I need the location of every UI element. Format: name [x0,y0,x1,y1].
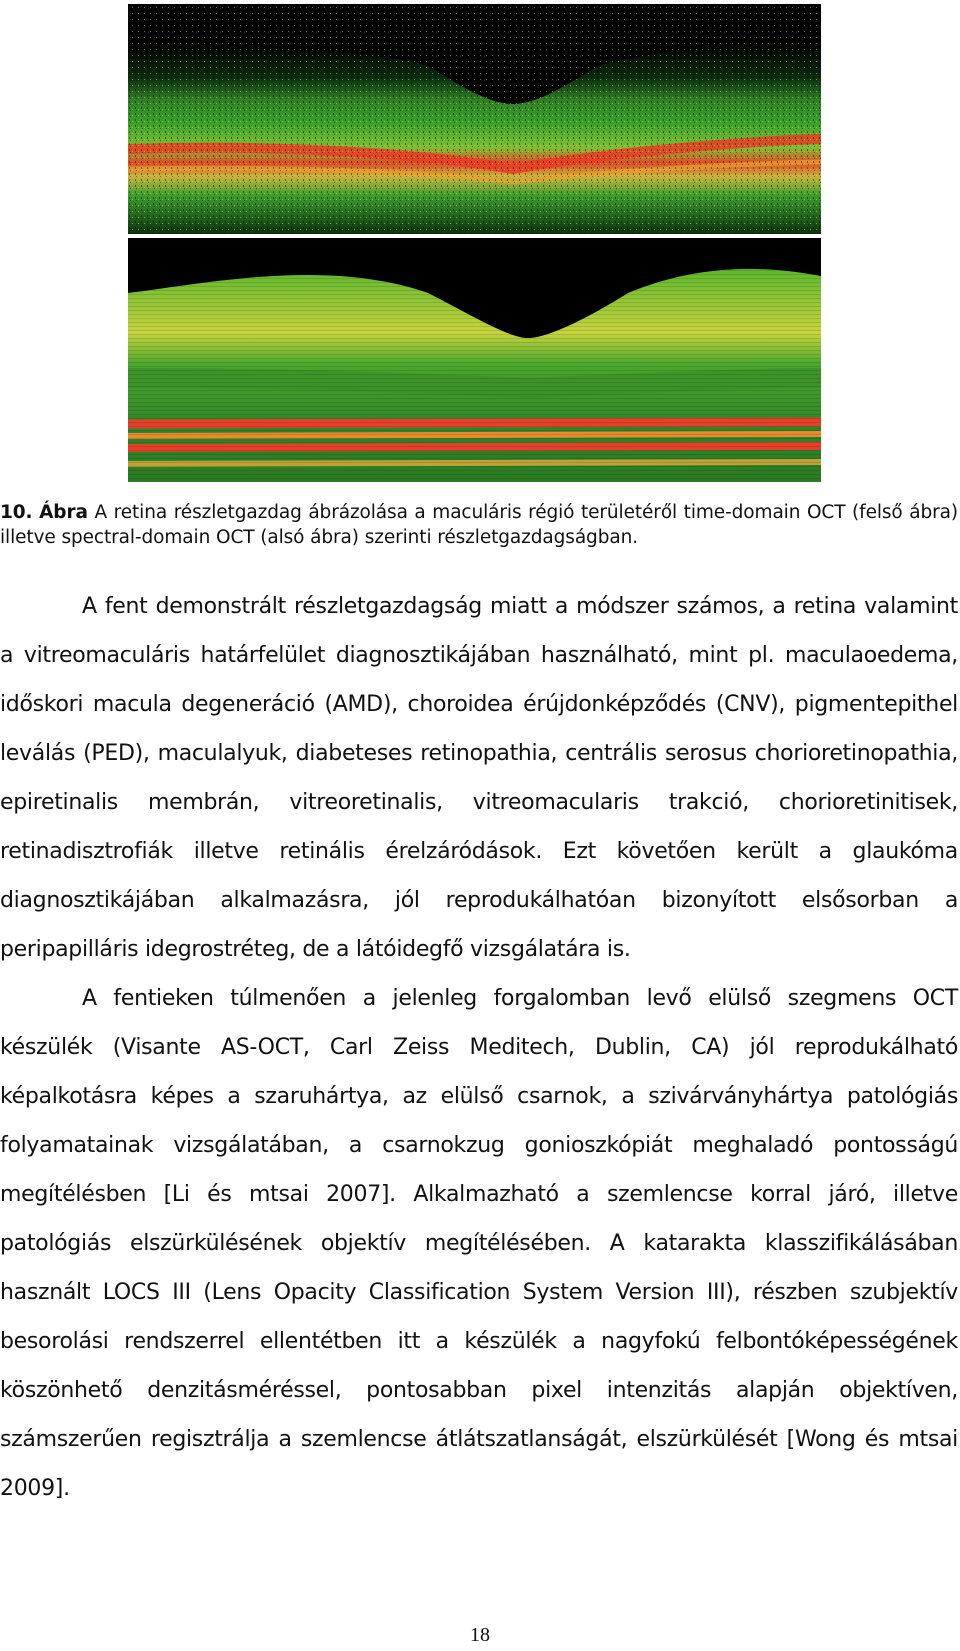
spectral-domain-oct-image [128,238,821,482]
figure-number: 10. [0,502,33,523]
paragraph: A fent demonstrált részletgazdagság miatt a módszer számos, a retina valamint a vitreomaculáris határfelület diagnosztikájában használható, mint pl. maculaoedema, időskori macula degeneráció (AMD), choroidea érújdonképződés (CNV), pigmentepithel leválás (PED), maculalyuk, diabeteses retinopathia, centrális serosus chorioretinopathia, epiretinalis membrán, vitreoretinalis, vitreomacularis trakció, chorioretinitisek, retinadisztrofiák illetve retinális érelzáródások. Ezt követően került a glaukóma diagnosztikájában alkalmazásra, jól reprodukálhatóan bizonyított elsősorban a peripapilláris idegrostréteg, de a látóidegfő vizsgálatára is. [0,594,958,962]
oct-figure [128,4,821,482]
time-domain-oct-image [128,4,821,234]
paragraph: A fentieken túlmenően a jelenleg forgalomban levő elülső szegmens OCT készülék (Visante AS-OCT, Carl Zeiss Meditech, Dublin, CA) jól reprodukálható képalkotásra képes a szaruhártya, az elülső csarnok, a szivárványhártya patológiás folyamatainak vizsgálatában, a csarnokzug gonioszkópiát meghaladó pontosságú megítélésben [Li és mtsai 2007]. Alkalmazható a szemlencse korral járó, illetve patológiás elszürkülésének objektív megítélésében. A katarakta klasszifikálásában használt LOCS III (Lens Opacity Classification System Version III), részben szubjektív besorolási rendszerrel ellentétben itt a készülék a nagyfokú felbontóképességének köszönhető denzitásméréssel, pontosabban pixel intenzitás alapján objektíven, számszerűen regisztrálja a szemlencse átlátszatlanságát, elszürkülését [Wong és mtsai 2009]. [0,986,958,1501]
figure-caption [0,500,958,550]
body-text [0,582,958,1513]
page-number: 18 [470,1624,490,1646]
figure-caption-text: A retina részletgazdag ábrázolása a maculáris régió területéről time-domain OCT (felső ábra) illetve spectral-domain OCT (alsó ábra) szerinti részletgazdagságban. [0,502,958,548]
figure-label: Ábra [39,502,88,523]
